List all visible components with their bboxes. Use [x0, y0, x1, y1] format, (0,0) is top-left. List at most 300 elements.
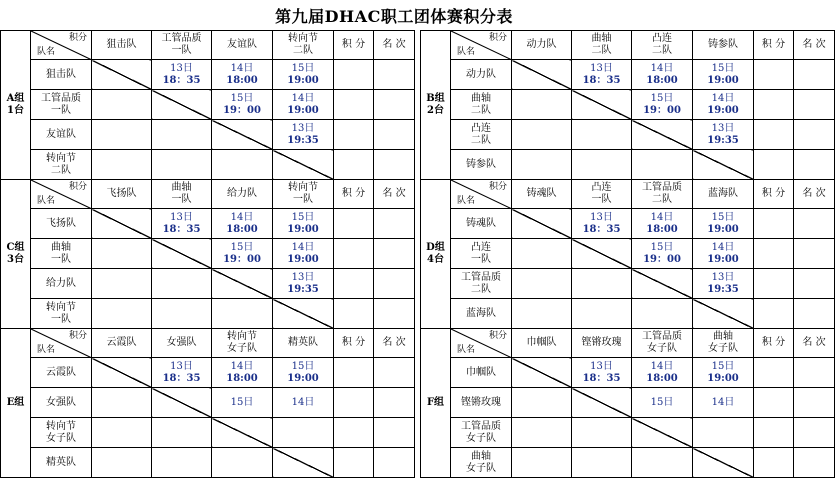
match-time: 19:35	[287, 134, 319, 146]
match-date: 15日	[650, 92, 674, 104]
corner-score-label: 积分	[488, 33, 507, 43]
match-time: 19:00	[707, 104, 739, 116]
team-column-header-line: 一队	[293, 194, 313, 205]
score-cell	[334, 150, 374, 180]
match-cell	[572, 358, 632, 388]
match-time: 19:00	[287, 253, 319, 265]
team-column-header-line: 一队	[591, 194, 612, 205]
rank-cell	[374, 269, 415, 299]
score-column-header: 积 分	[754, 31, 794, 60]
match-cell	[512, 239, 572, 269]
rank-cell	[794, 209, 835, 239]
match-cell	[572, 150, 632, 180]
match-date: 15日	[230, 241, 254, 253]
match-time: 19:00	[707, 223, 739, 235]
match-cell	[693, 239, 754, 269]
match-time: 18:00	[226, 372, 258, 384]
team-row-header	[451, 358, 512, 388]
match-date: 13日	[711, 122, 735, 134]
match-cell	[572, 448, 632, 478]
team-column-header-line: 凸连	[652, 33, 672, 44]
match-cell	[212, 358, 273, 388]
group-table	[420, 179, 835, 329]
match-date: 15日	[291, 211, 315, 223]
match-cell	[92, 150, 152, 180]
match-time: 19：00	[223, 104, 261, 116]
team-row-header-line: 工管品质	[41, 92, 81, 104]
corner-header	[31, 329, 92, 358]
rank-column-header: 名 次	[374, 329, 415, 358]
match-time: 19：00	[643, 104, 681, 116]
match-time: 19:00	[707, 253, 739, 265]
rank-cell	[374, 239, 415, 269]
match-time: 18:00	[226, 223, 258, 235]
team-row-header	[31, 120, 92, 150]
self-match-cell	[152, 90, 212, 120]
match-time: 18：35	[582, 74, 621, 86]
rank-cell	[794, 358, 835, 388]
match-time: 18:00	[646, 372, 678, 384]
team-column-header-line: 凸连	[591, 182, 612, 193]
rank-cell	[374, 120, 415, 150]
team-column-header-line: 铸参队	[708, 39, 738, 50]
score-cell	[754, 209, 794, 239]
group-name: C组	[6, 242, 25, 253]
team-column-header-line: 工管品质	[642, 182, 682, 193]
team-column-header-line: 二队	[652, 45, 672, 56]
corner-team-label: 队名	[457, 47, 476, 57]
match-cell	[273, 120, 334, 150]
team-row-header	[31, 299, 92, 329]
team-column-header	[632, 329, 693, 358]
team-column-header	[693, 31, 754, 60]
match-time: 19:35	[707, 134, 739, 146]
team-column-header-line: 狙击队	[106, 39, 137, 50]
match-cell	[152, 448, 212, 478]
team-row-header	[31, 269, 92, 299]
corner-team-label: 队名	[457, 345, 476, 355]
corner-team-label: 队名	[457, 196, 476, 206]
score-cell	[754, 60, 794, 90]
match-date: 14日	[291, 396, 315, 408]
team-row-header	[451, 239, 512, 269]
team-column-header-line: 一队	[171, 45, 192, 56]
table-row	[421, 358, 835, 388]
score-cell	[754, 90, 794, 120]
match-date: 14日	[230, 211, 254, 223]
match-date: 14日	[230, 62, 254, 74]
team-column-header	[512, 180, 572, 209]
team-column-header-line: 二队	[293, 45, 313, 56]
rank-cell	[374, 388, 415, 418]
team-row-header	[451, 150, 512, 180]
match-cell	[632, 358, 693, 388]
match-time: 19:35	[707, 283, 739, 295]
team-row-header-line: 凸连	[471, 122, 491, 134]
team-column-header-line: 飞扬队	[106, 188, 137, 199]
match-time: 19:00	[287, 223, 319, 235]
match-cell	[693, 388, 754, 418]
match-cell	[152, 358, 212, 388]
team-row-header-line: 转向节	[46, 420, 76, 432]
match-cell	[92, 388, 152, 418]
team-column-header-line: 精英队	[288, 337, 318, 348]
rank-cell	[374, 60, 415, 90]
corner-score-label: 积分	[68, 33, 87, 43]
team-column-header	[632, 31, 693, 60]
match-time: 18：35	[162, 223, 201, 235]
team-column-header	[92, 31, 152, 60]
team-column-header	[152, 329, 212, 358]
team-row-header	[451, 120, 512, 150]
match-date: 15日	[711, 211, 735, 223]
team-row-header-line: 二队	[471, 283, 491, 295]
table-row	[421, 209, 835, 239]
table-row	[421, 150, 835, 180]
self-match-cell	[693, 150, 754, 180]
match-date: 14日	[230, 360, 254, 372]
match-time: 18:00	[646, 223, 678, 235]
score-cell	[334, 269, 374, 299]
team-column-header-line: 云霞队	[106, 337, 137, 348]
match-date: 14日	[291, 92, 315, 104]
match-date: 14日	[650, 211, 674, 223]
match-date: 15日	[711, 360, 735, 372]
team-row-header-line: 巾帼队	[466, 366, 496, 378]
match-cell	[693, 269, 754, 299]
self-match-cell	[693, 448, 754, 478]
match-cell	[152, 269, 212, 299]
team-row-header-line: 铿锵玫瑰	[461, 396, 501, 408]
group-table	[420, 328, 835, 478]
table-row	[1, 150, 415, 180]
match-cell	[152, 418, 212, 448]
corner-team-label: 队名	[37, 47, 56, 57]
score-cell	[754, 448, 794, 478]
match-cell	[632, 299, 693, 329]
self-match-cell	[572, 239, 632, 269]
match-cell	[152, 299, 212, 329]
rank-column-header: 名 次	[794, 31, 835, 60]
score-cell	[334, 299, 374, 329]
match-date: 14日	[711, 396, 735, 408]
match-cell	[212, 209, 273, 239]
team-column-header	[92, 329, 152, 358]
team-column-header	[212, 31, 273, 60]
corner-header	[451, 180, 512, 209]
match-cell	[212, 150, 273, 180]
team-row-header-line: 凸连	[471, 241, 491, 253]
self-match-cell	[92, 209, 152, 239]
team-column-header-line: 转向节	[288, 182, 318, 193]
self-match-cell	[273, 150, 334, 180]
match-time: 19：00	[223, 253, 261, 265]
team-column-header-line: 曲轴	[171, 182, 192, 193]
team-column-header-line: 蓝海队	[708, 188, 738, 199]
team-row-header	[451, 388, 512, 418]
group-name: B组	[426, 93, 445, 104]
self-match-cell	[572, 90, 632, 120]
table-row	[1, 448, 415, 478]
match-date: 15日	[650, 396, 674, 408]
match-cell	[212, 388, 273, 418]
team-row-header-line: 蓝海队	[466, 307, 496, 319]
rank-cell	[374, 150, 415, 180]
group-label	[421, 31, 451, 180]
match-cell	[212, 239, 273, 269]
team-row-header-line: 工管品质	[461, 420, 501, 432]
match-cell	[572, 209, 632, 239]
rank-cell	[374, 299, 415, 329]
team-row-header-line: 狙击队	[46, 68, 76, 80]
corner-score-label: 积分	[68, 331, 87, 341]
self-match-cell	[512, 209, 572, 239]
team-row-header-line: 二队	[471, 134, 491, 146]
team-column-header-line: 给力队	[227, 188, 257, 199]
rank-cell	[794, 60, 835, 90]
corner-header	[31, 31, 92, 60]
score-cell	[754, 269, 794, 299]
team-column-header	[212, 329, 273, 358]
match-cell	[152, 209, 212, 239]
rank-cell	[374, 209, 415, 239]
team-row-header	[451, 418, 512, 448]
match-cell	[273, 269, 334, 299]
team-column-header	[152, 180, 212, 209]
match-cell	[512, 90, 572, 120]
corner-team-label: 队名	[37, 345, 56, 355]
group-table	[0, 328, 415, 478]
match-date: 15日	[230, 396, 254, 408]
match-cell	[572, 269, 632, 299]
team-column-header	[512, 31, 572, 60]
team-row-header-line: 给力队	[46, 277, 76, 289]
rank-cell	[794, 448, 835, 478]
match-time: 18:00	[226, 74, 258, 86]
score-cell	[754, 150, 794, 180]
team-column-header	[632, 180, 693, 209]
self-match-cell	[92, 358, 152, 388]
match-cell	[632, 448, 693, 478]
match-date: 15日	[291, 360, 315, 372]
match-time: 18：35	[582, 372, 621, 384]
team-row-header	[31, 388, 92, 418]
team-column-header	[693, 180, 754, 209]
self-match-cell	[632, 120, 693, 150]
match-cell	[693, 120, 754, 150]
group-name: E组	[6, 397, 25, 408]
team-row-header	[31, 150, 92, 180]
table-row	[421, 418, 835, 448]
page-title: 第九届DHAC职工团体赛积分表	[275, 7, 513, 26]
match-cell	[512, 448, 572, 478]
match-cell	[273, 90, 334, 120]
score-cell	[334, 90, 374, 120]
rank-cell	[794, 120, 835, 150]
match-cell	[273, 418, 334, 448]
match-cell	[212, 299, 273, 329]
match-cell	[632, 90, 693, 120]
group-label	[421, 180, 451, 329]
match-cell	[632, 150, 693, 180]
team-row-header-line: 精英队	[46, 456, 76, 468]
corner-score-label: 积分	[488, 182, 507, 192]
team-row-header-line: 一队	[51, 313, 71, 325]
table-row	[1, 358, 415, 388]
score-cell	[334, 448, 374, 478]
match-cell	[273, 60, 334, 90]
match-date: 14日	[291, 241, 315, 253]
team-row-header	[31, 239, 92, 269]
group-label	[1, 329, 31, 478]
team-column-header-line: 工管品质	[161, 33, 202, 44]
corner-header	[31, 180, 92, 209]
team-column-header-line: 巾帼队	[526, 337, 557, 348]
team-row-header	[31, 90, 92, 120]
score-cell	[334, 120, 374, 150]
team-row-header-line: 铸魂队	[466, 217, 496, 229]
table-row	[421, 299, 835, 329]
team-row-header	[451, 269, 512, 299]
team-column-header	[273, 31, 334, 60]
self-match-cell	[212, 120, 273, 150]
rank-column-header: 名 次	[374, 180, 415, 209]
match-cell	[273, 239, 334, 269]
match-cell	[512, 299, 572, 329]
self-match-cell	[693, 299, 754, 329]
team-row-header-line: 工管品质	[461, 271, 501, 283]
match-time: 18：35	[162, 74, 201, 86]
rank-cell	[374, 448, 415, 478]
team-row-header-line: 云霞队	[46, 366, 76, 378]
team-row-header	[31, 418, 92, 448]
match-date: 13日	[170, 360, 193, 372]
table-row	[1, 120, 415, 150]
table-row	[421, 448, 835, 478]
score-column-header: 积 分	[334, 180, 374, 209]
table-row	[1, 418, 415, 448]
score-column-header: 积 分	[754, 329, 794, 358]
match-cell	[212, 60, 273, 90]
score-cell	[754, 120, 794, 150]
match-cell	[512, 388, 572, 418]
group-table-no: 3台	[7, 254, 24, 265]
team-row-header-line: 女子队	[46, 432, 76, 444]
match-cell	[212, 448, 273, 478]
corner-header	[451, 31, 512, 60]
team-column-header-line: 曲轴	[591, 33, 612, 44]
match-cell	[152, 120, 212, 150]
team-column-header-line: 女子队	[227, 343, 257, 354]
match-date: 13日	[291, 271, 315, 283]
match-date: 15日	[230, 92, 254, 104]
match-date: 14日	[711, 241, 735, 253]
rank-column-header: 名 次	[794, 180, 835, 209]
self-match-cell	[92, 60, 152, 90]
table-row	[421, 239, 835, 269]
match-time: 19:00	[707, 372, 739, 384]
self-match-cell	[632, 269, 693, 299]
self-match-cell	[512, 60, 572, 90]
match-time: 18:00	[646, 74, 678, 86]
team-column-header-line: 女子队	[708, 343, 738, 354]
team-row-header-line: 女子队	[466, 432, 496, 444]
match-cell	[572, 120, 632, 150]
match-date: 13日	[170, 62, 193, 74]
rank-cell	[794, 388, 835, 418]
match-cell	[512, 150, 572, 180]
match-time: 19:00	[707, 74, 739, 86]
team-column-header-line: 女强队	[166, 337, 197, 348]
team-column-header	[572, 329, 632, 358]
match-date: 15日	[291, 62, 315, 74]
team-row-header-line: 二队	[471, 104, 491, 116]
team-row-header	[451, 209, 512, 239]
team-row-header-line: 铸参队	[466, 158, 496, 170]
match-cell	[632, 209, 693, 239]
table-row	[421, 120, 835, 150]
team-row-header-line: 转向节	[46, 152, 76, 164]
team-row-header	[31, 448, 92, 478]
match-time: 19:00	[287, 74, 319, 86]
team-row-header-line: 曲轴	[51, 241, 71, 253]
team-row-header-line: 女子队	[466, 462, 496, 474]
team-column-header-line: 铸魂队	[526, 188, 557, 199]
match-cell	[92, 418, 152, 448]
team-row-header-line: 曲轴	[471, 92, 491, 104]
team-column-header-line: 二队	[591, 45, 612, 56]
corner-score-label: 积分	[68, 182, 87, 192]
rank-cell	[794, 239, 835, 269]
table-row	[1, 90, 415, 120]
match-cell	[632, 239, 693, 269]
team-row-header-line: 一队	[51, 253, 71, 265]
table-row	[421, 388, 835, 418]
match-date: 14日	[711, 92, 735, 104]
match-cell	[693, 358, 754, 388]
team-row-header	[451, 448, 512, 478]
team-column-header-line: 女子队	[647, 343, 677, 354]
score-cell	[754, 418, 794, 448]
score-cell	[754, 299, 794, 329]
corner-team-label: 队名	[37, 196, 56, 206]
self-match-cell	[632, 418, 693, 448]
score-cell	[334, 60, 374, 90]
match-date: 13日	[590, 360, 613, 372]
group-label	[1, 31, 31, 180]
score-cell	[754, 358, 794, 388]
group-table	[420, 30, 835, 180]
match-cell	[152, 150, 212, 180]
team-column-header	[693, 329, 754, 358]
team-column-header	[212, 180, 273, 209]
match-time: 19:35	[287, 283, 319, 295]
self-match-cell	[152, 239, 212, 269]
table-row	[1, 269, 415, 299]
team-row-header	[451, 90, 512, 120]
match-date: 15日	[650, 241, 674, 253]
self-match-cell	[212, 418, 273, 448]
match-cell	[92, 239, 152, 269]
table-row	[1, 299, 415, 329]
match-date: 14日	[650, 62, 674, 74]
match-cell	[572, 299, 632, 329]
match-time: 18：35	[582, 223, 621, 235]
match-date: 13日	[590, 62, 613, 74]
rank-cell	[794, 418, 835, 448]
team-row-header-line: 动力队	[466, 68, 496, 80]
team-row-header	[31, 60, 92, 90]
